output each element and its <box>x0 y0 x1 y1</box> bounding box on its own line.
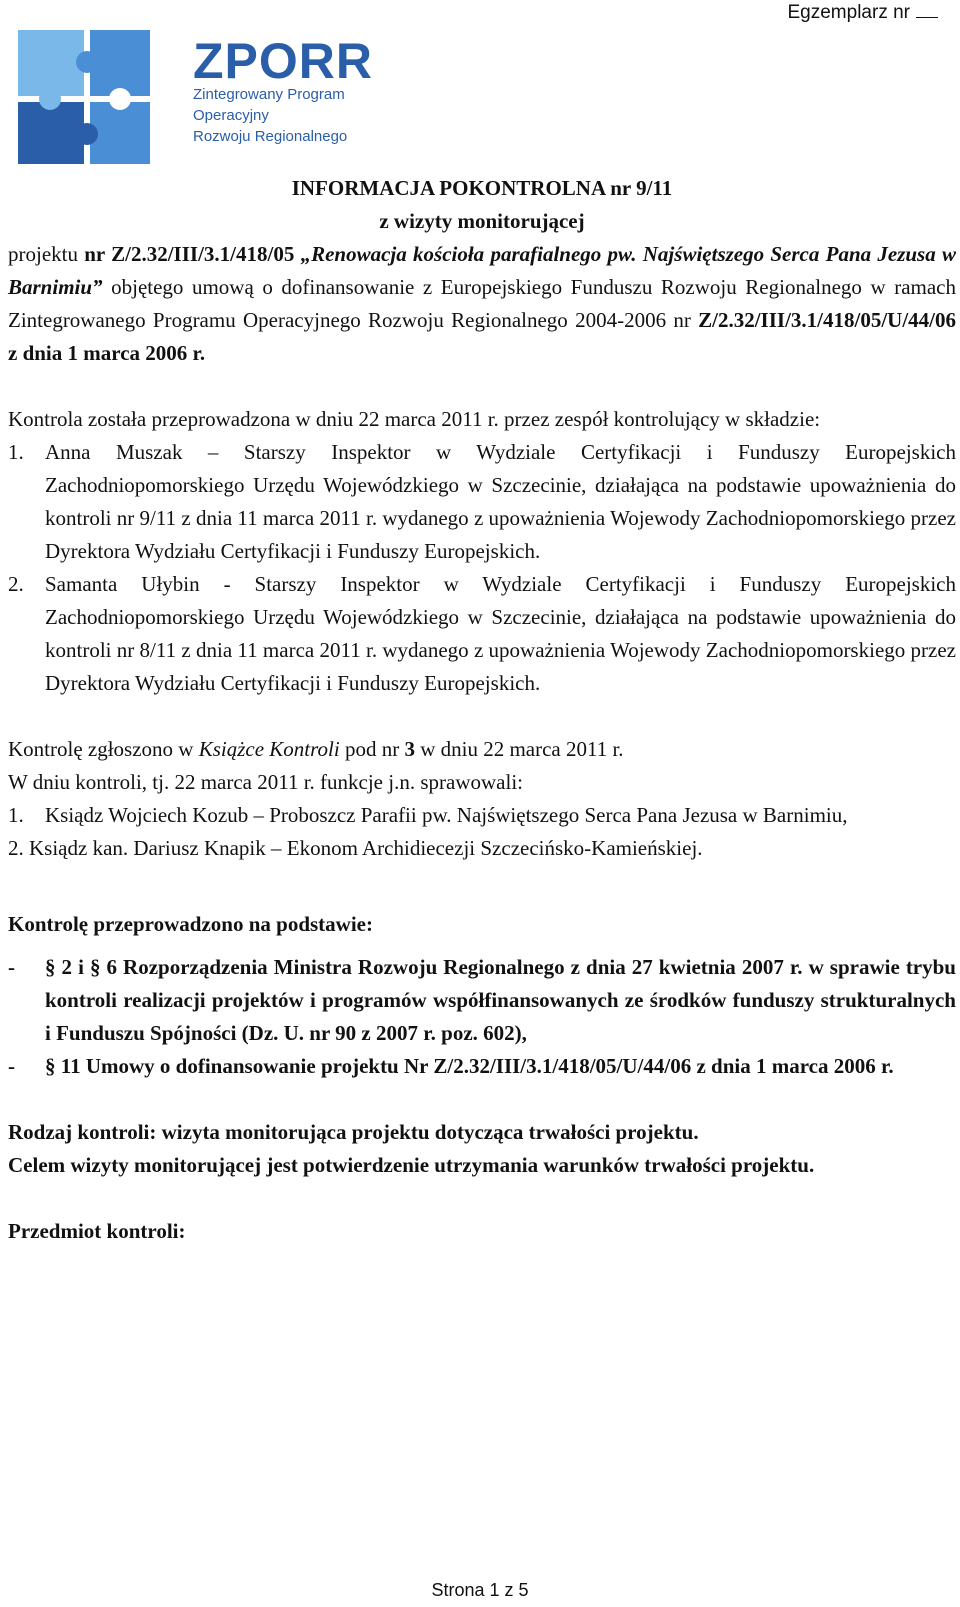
logo-subtitle-3: Rozwoju Regionalnego <box>193 128 348 145</box>
puzzle-logo-icon <box>10 22 160 172</box>
legal-basis-1: § 2 i § 6 Rozporządzenia Ministra Rozwoju Regionalnego z dnia 27 kwietnia 2007 r. w sprawie trybu kontroli realizacji projektów i programów współfinansowanych ze środków funduszy strukturalnych i Funduszu Spójności (Dz. U. nr 90 z 2007 r. poz. 602), <box>45 955 956 1045</box>
intro-text-a: projektu <box>8 242 85 266</box>
zporr-logo <box>10 22 373 172</box>
logo-subtitle-2: Operacyjny <box>193 107 269 124</box>
function-holder-2: 2. Ksiądz kan. Dariusz Knapik – Ekonom Archidiecezji Szczecińsko-Kamieńskiej. <box>8 836 703 860</box>
intro-text-d: objętego umową o dofinansowanie z Europejskiego Funduszu Rozwoju Regionalnego w ramach Zintegrowanego Programu Operacyjnego Rozwoju Regionalnego 2004-2006 nr <box>8 275 956 332</box>
document-title: INFORMACJA POKONTROLNA nr 9/11 <box>291 176 673 200</box>
functions-intro: W dniu kontroli, tj. 22 marca 2011 r. funkcje j.n. sprawowali: <box>8 770 523 794</box>
list-item: - § 11 Umowy o dofinansowanie projektu Nr Z/2.32/III/3.1/418/05/U/44/06 z dnia 1 marca 2006 r. <box>8 1050 956 1083</box>
logo-title: ZPORR <box>193 33 373 89</box>
control-intro: Kontrola została przeprowadzona w dniu 22 marca 2011 r. przez zespół kontrolujący w składzie: <box>8 407 821 431</box>
registration-info: Kontrolę zgłoszono w Książce Kontroli pod nr 3 w dniu 22 marca 2011 r. <box>8 737 624 761</box>
project-number: nr Z/2.32/III/3.1/418/05 <box>84 242 301 266</box>
copy-number-blank <box>916 16 938 18</box>
team-member-1: Anna Muszak – Starszy Inspektor w Wydziale Certyfikacji i Funduszy Europejskich Zachodniopomorskiego Urzędu Wojewódzkiego w Szczecinie, działająca na podstawie upoważnienia do kontroli nr 9/11 z dnia 11 marca 2011 r. wydanego z upoważnienia Wojewody Zachodniopomorskiego przez Dyrektora Wydziału Certyfikacji i Funduszy Europejskich. <box>45 440 956 563</box>
project-title: „Renowacja kościoła parafialnego pw. Najświętszego Serca Pana Jezusa w Barnimiu” <box>8 242 956 299</box>
list-item: 1. Ksiądz Wojciech Kozub – Proboszcz Parafii pw. Najświętszego Serca Pana Jezusa w Barnimiu, <box>8 799 956 832</box>
agreement-number: Z/2.32/III/3.1/418/05/U/44/06 z dnia 1 marca 2006 r. <box>8 308 956 365</box>
function-holder-1: Ksiądz Wojciech Kozub – Proboszcz Parafii pw. Najświętszego Serca Pana Jezusa w Barnimiu, <box>45 803 848 827</box>
page-number: Strona 1 z 5 <box>431 1580 529 1600</box>
control-book-number: 3 <box>404 737 415 761</box>
document-subtitle: z wizyty monitorującej <box>379 209 585 233</box>
control-type: Rodzaj kontroli: wizyta monitorująca projektu dotycząca trwałości projektu. <box>8 1120 699 1144</box>
control-book: Książce Kontroli <box>198 737 340 761</box>
list-item: 2. Samanta Ułybin - Starszy Inspektor w Wydziale Certyfikacji i Funduszy Europejskich Zachodniopomorskiego Urzędu Wojewódzkiego w Szczecinie, działająca na podstawie upoważnienia do kontroli nr 8/11 z dnia 11 marca 2011 r. wydanego z upoważnienia Wojewody Zachodniopomorskiego przez Dyrektora Wydziału Certyfikacji i Funduszy Europejskich. <box>8 568 956 700</box>
team-member-2: Samanta Ułybin - Starszy Inspektor w Wydziale Certyfikacji i Funduszy Europejskich Zachodniopomorskiego Urzędu Wojewódzkiego w Szczecinie, działająca na podstawie upoważnienia do kontroli nr 8/11 z dnia 11 marca 2011 r. wydanego z upoważnienia Wojewody Zachodniopomorskiego przez Dyrektora Wydziału Certyfikacji i Funduszy Europejskich. <box>45 572 956 695</box>
logo-subtitle-1: Zintegrowany Program <box>193 86 345 103</box>
copy-number-label: Egzemplarz nr <box>787 2 910 23</box>
control-subject-heading: Przedmiot kontroli: <box>8 1219 186 1243</box>
copy-number <box>788 2 939 24</box>
project-intro <box>8 238 956 370</box>
list-item: 1. Anna Muszak – Starszy Inspektor w Wydziale Certyfikacji i Funduszy Europejskich Zachodniopomorskiego Urzędu Wojewódzkiego w Szczecinie, działająca na podstawie upoważnienia do kontroli nr 9/11 z dnia 11 marca 2011 r. wydanego z upoważnienia Wojewody Zachodniopomorskiego przez Dyrektora Wydziału Certyfikacji i Funduszy Europejskich. <box>8 436 956 568</box>
control-purpose: Celem wizyty monitorującej jest potwierdzenie utrzymania warunków trwałości projektu. <box>8 1153 815 1177</box>
legal-basis-heading: Kontrolę przeprowadzono na podstawie: <box>8 912 373 936</box>
list-item: - § 2 i § 6 Rozporządzenia Ministra Rozwoju Regionalnego z dnia 27 kwietnia 2007 r. w sprawie trybu kontroli realizacji projektów i programów współfinansowanych ze środków funduszy strukturalnych i Funduszu Spójności (Dz. U. nr 90 z 2007 r. poz. 602), <box>8 951 956 1050</box>
document-body <box>8 172 956 1248</box>
legal-basis-2: § 11 Umowy o dofinansowanie projektu Nr Z/2.32/III/3.1/418/05/U/44/06 z dnia 1 marca 2006 r. <box>45 1054 894 1078</box>
